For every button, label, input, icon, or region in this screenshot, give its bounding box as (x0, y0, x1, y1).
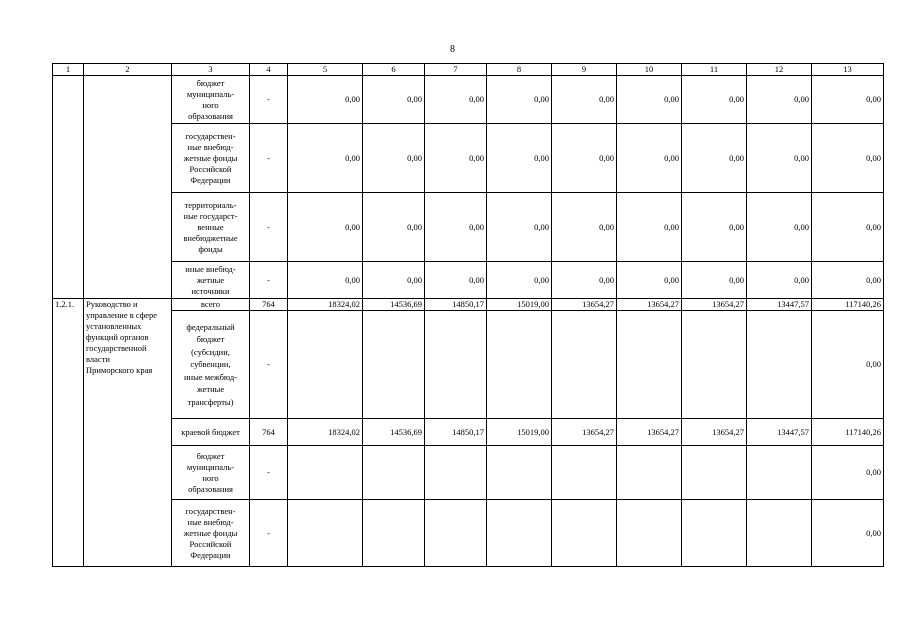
source-cell (172, 262, 250, 299)
table-row (53, 193, 884, 262)
text-line: иные межбюд- (183, 371, 238, 382)
value-cell (617, 500, 682, 567)
value-cell: 0,00 (288, 124, 363, 193)
value-cell: 0,00 (617, 76, 682, 124)
text-line: источники (191, 285, 230, 296)
value-cell: 0,00 (487, 76, 552, 124)
text-line: внебюджетные (183, 232, 238, 243)
table-row (53, 299, 884, 311)
value-cell: 14850,17 (425, 299, 487, 311)
value-cell: 0,00 (425, 193, 487, 262)
value-cell (552, 500, 617, 567)
column-header: 4 (250, 64, 288, 76)
table-row (53, 419, 884, 446)
table-row (53, 124, 884, 193)
value-cell (487, 500, 552, 567)
value-cell (425, 311, 487, 419)
text-line: фонды (198, 243, 223, 254)
source-cell (172, 419, 250, 446)
value-cell: 15019,00 (487, 419, 552, 446)
text-line: трансферты) (187, 396, 234, 407)
value-cell: 0,00 (363, 262, 425, 299)
text-line: бюджет (196, 77, 225, 88)
value-cell (552, 446, 617, 500)
column-header: 1 (53, 64, 84, 76)
value-cell: 0,00 (747, 124, 812, 193)
value-cell (487, 311, 552, 419)
table-row (53, 262, 884, 299)
text-line: функций органов (86, 332, 149, 342)
source-cell (172, 500, 250, 567)
value-cell: 0,00 (617, 193, 682, 262)
value-cell (288, 446, 363, 500)
value-cell: 0,00 (812, 262, 884, 299)
value-cell: 0,00 (682, 76, 747, 124)
text-line: государствен- (185, 505, 236, 516)
value-cell: 0,00 (682, 262, 747, 299)
text-line: краевой бюджет (181, 426, 240, 437)
text-line: Российской (189, 538, 232, 549)
value-cell: 0,00 (812, 76, 884, 124)
value-cell: 0,00 (617, 262, 682, 299)
page-number: 8 (450, 44, 455, 55)
code-cell: - (250, 124, 288, 193)
value-cell: 0,00 (363, 193, 425, 262)
code-cell: 764 (250, 419, 288, 446)
column-header: 3 (172, 64, 250, 76)
code-cell: - (250, 262, 288, 299)
value-cell: 14850,17 (425, 419, 487, 446)
value-cell: 0,00 (552, 124, 617, 193)
text-line: (субсидии, (191, 346, 230, 357)
text-line: иные внебюд- (185, 263, 236, 274)
text-line: управление в сфере (86, 310, 158, 320)
value-cell (288, 311, 363, 419)
text-line: ного (202, 472, 219, 483)
value-cell: 0,00 (487, 124, 552, 193)
table-row (53, 76, 884, 124)
value-cell: 0,00 (288, 262, 363, 299)
value-cell: 0,00 (552, 76, 617, 124)
text-line: Федерации (190, 174, 231, 185)
value-cell (682, 311, 747, 419)
source-cell (172, 311, 250, 419)
value-cell: 14536,69 (363, 299, 425, 311)
section-code: 1.2.1. (53, 299, 84, 567)
table-row (53, 446, 884, 500)
column-header: 9 (552, 64, 617, 76)
value-cell: 0,00 (288, 76, 363, 124)
value-cell: 18324,02 (288, 419, 363, 446)
value-cell: 0,00 (363, 124, 425, 193)
header-row (53, 64, 884, 76)
text-line: федеральный (186, 321, 235, 332)
value-cell: 0,00 (812, 311, 884, 419)
value-cell: 0,00 (487, 193, 552, 262)
budget-table (52, 63, 884, 567)
name-cell-empty (84, 76, 172, 299)
text-line: территориаль- (184, 199, 237, 210)
code-cell: - (250, 193, 288, 262)
text-line: муниципаль- (186, 88, 235, 99)
value-cell: 0,00 (552, 193, 617, 262)
value-cell: 0,00 (487, 262, 552, 299)
value-cell: 0,00 (682, 193, 747, 262)
value-cell: 0,00 (747, 193, 812, 262)
value-cell (617, 311, 682, 419)
value-cell (363, 446, 425, 500)
code-cell: 764 (250, 299, 288, 311)
text-line: ного (202, 99, 219, 110)
source-cell (172, 76, 250, 124)
value-cell: 15019,00 (487, 299, 552, 311)
value-cell (682, 446, 747, 500)
column-header: 10 (617, 64, 682, 76)
value-cell: 0,00 (425, 76, 487, 124)
text-line: всего (200, 299, 221, 309)
value-cell (425, 446, 487, 500)
column-header: 7 (425, 64, 487, 76)
column-header: 8 (487, 64, 552, 76)
text-line: Федерации (190, 549, 231, 560)
text-line: Руководство и (86, 299, 138, 309)
code-cell: - (250, 500, 288, 567)
text-line: муниципаль- (186, 461, 235, 472)
text-line: жетные фонды (183, 152, 238, 163)
value-cell: 14536,69 (363, 419, 425, 446)
column-header: 11 (682, 64, 747, 76)
value-cell: 117140,26 (812, 299, 884, 311)
code-cell: - (250, 446, 288, 500)
text-line: бюджет (196, 450, 225, 461)
value-cell: 13447,57 (747, 419, 812, 446)
text-line: жетные (196, 384, 225, 395)
value-cell: 13654,27 (617, 419, 682, 446)
value-cell (487, 446, 552, 500)
value-cell: 0,00 (812, 500, 884, 567)
value-cell: 0,00 (812, 124, 884, 193)
value-cell (747, 311, 812, 419)
value-cell: 0,00 (617, 124, 682, 193)
text-line: установленных (86, 321, 142, 331)
source-cell (172, 193, 250, 262)
text-line: жетные (196, 274, 225, 285)
source-cell (172, 299, 250, 311)
value-cell: 13654,27 (552, 419, 617, 446)
text-line: жетные фонды (183, 527, 238, 538)
value-cell: 18324,02 (288, 299, 363, 311)
text-line: Российской (189, 163, 232, 174)
text-line: субвенции, (190, 359, 231, 370)
value-cell: 0,00 (363, 76, 425, 124)
value-cell: 13654,27 (682, 299, 747, 311)
column-header: 12 (747, 64, 812, 76)
value-cell (363, 500, 425, 567)
text-line: ные внебюд- (187, 516, 234, 527)
text-line: государствен- (185, 130, 236, 141)
value-cell: 0,00 (552, 262, 617, 299)
value-cell: 0,00 (288, 193, 363, 262)
text-line: бюджет (196, 334, 225, 345)
value-cell: 0,00 (747, 76, 812, 124)
source-cell (172, 446, 250, 500)
table-row (53, 311, 884, 419)
value-cell: 13654,27 (552, 299, 617, 311)
code-cell-empty (53, 76, 84, 299)
value-cell (363, 311, 425, 419)
column-header: 2 (84, 64, 172, 76)
column-header: 5 (288, 64, 363, 76)
value-cell: 0,00 (425, 262, 487, 299)
text-line: венные (197, 221, 224, 232)
value-cell (747, 446, 812, 500)
text-line: образования (188, 110, 233, 121)
value-cell: 13654,27 (682, 419, 747, 446)
value-cell (617, 446, 682, 500)
text-line: ные государст- (183, 210, 238, 221)
value-cell: 117140,26 (812, 419, 884, 446)
value-cell: 0,00 (812, 446, 884, 500)
value-cell: 13654,27 (617, 299, 682, 311)
text-line: власти (86, 354, 110, 364)
code-cell: - (250, 311, 288, 419)
value-cell: 0,00 (425, 124, 487, 193)
column-header: 6 (363, 64, 425, 76)
table-row (53, 500, 884, 567)
text-line: образования (188, 483, 233, 494)
value-cell (747, 500, 812, 567)
text-line: Приморского края (86, 365, 153, 375)
value-cell (288, 500, 363, 567)
value-cell: 13447,57 (747, 299, 812, 311)
value-cell (425, 500, 487, 567)
source-cell (172, 124, 250, 193)
text-line: ные внебюд- (187, 141, 234, 152)
column-header: 13 (812, 64, 884, 76)
value-cell (552, 311, 617, 419)
value-cell (682, 500, 747, 567)
value-cell: 0,00 (682, 124, 747, 193)
value-cell: 0,00 (812, 193, 884, 262)
value-cell: 0,00 (747, 262, 812, 299)
code-cell: - (250, 76, 288, 124)
section-name (84, 299, 172, 567)
text-line: государственной (86, 343, 147, 353)
